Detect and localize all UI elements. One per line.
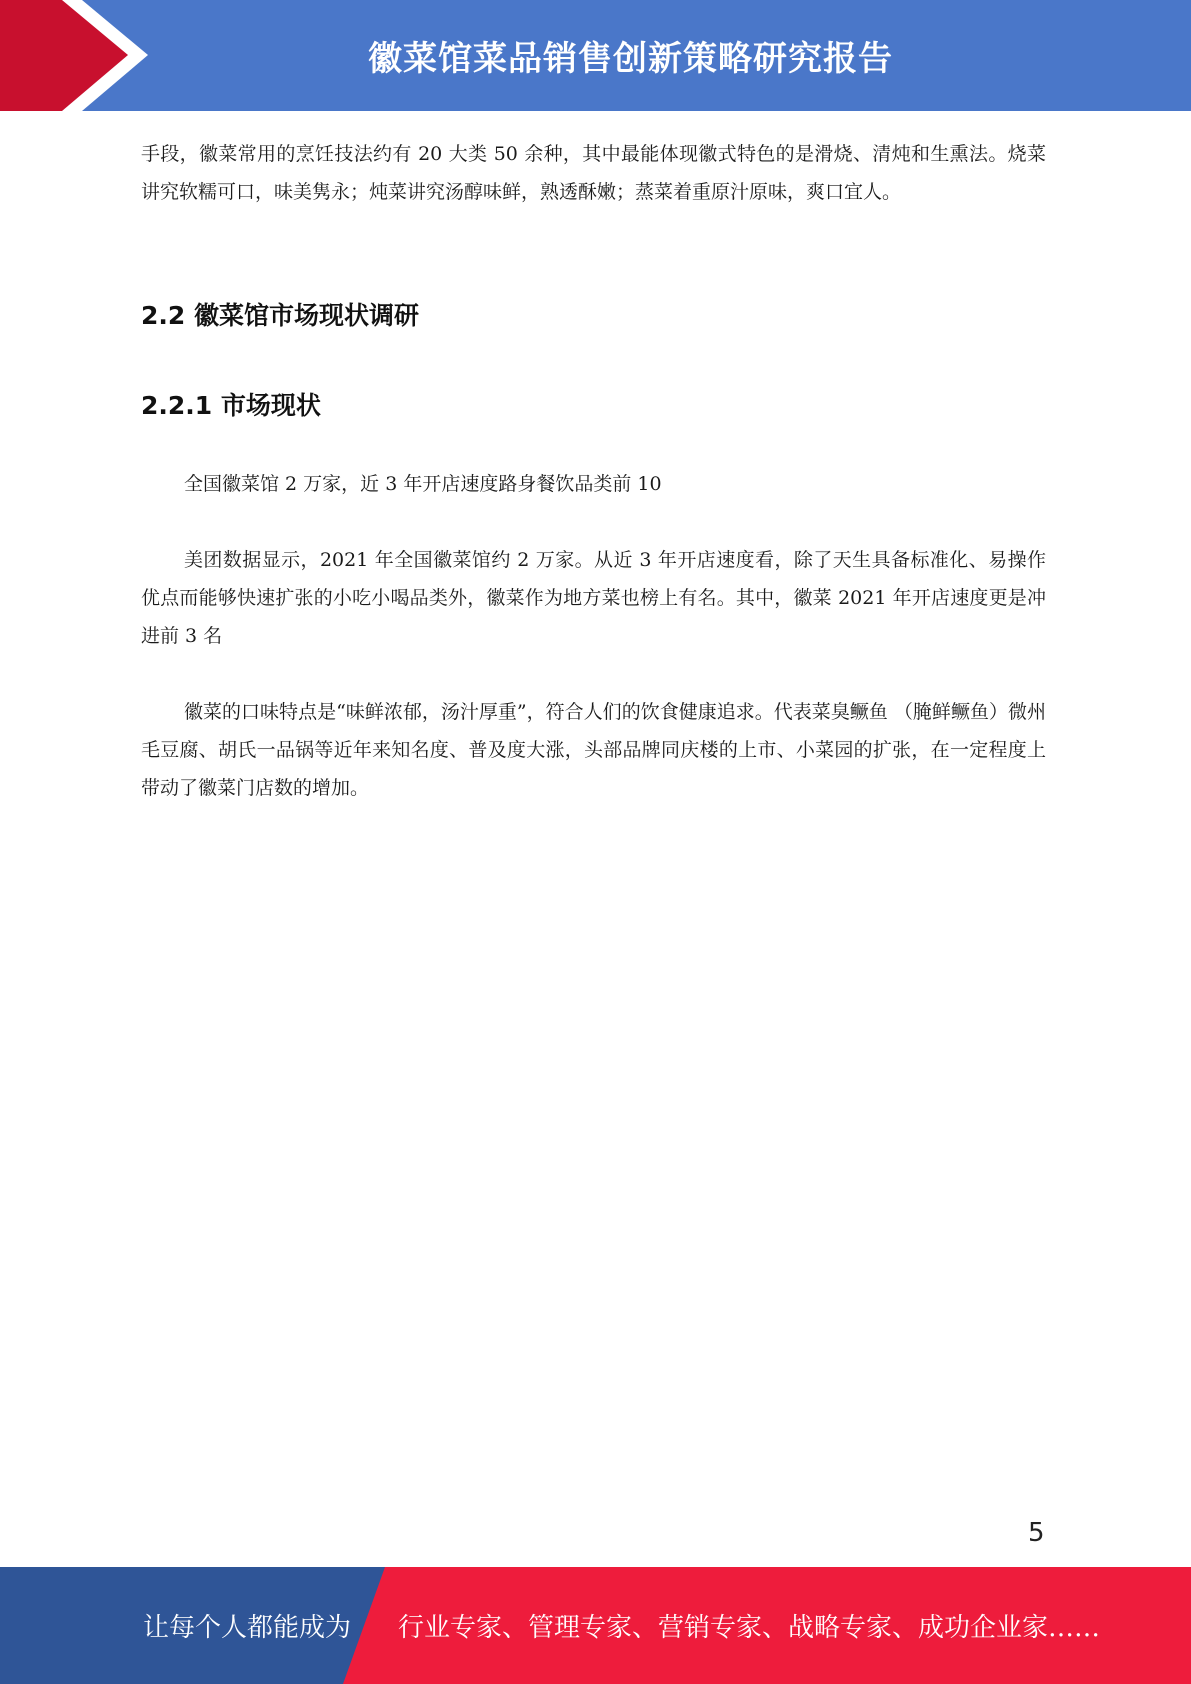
page-footer [0,1567,1191,1684]
intro-paragraph: 手段，徽菜常用的烹饪技法约有 20 大类 50 余种，其中最能体现徽式特色的是滑烧、清炖和生熏法。烧菜讲究软糯可口，味美隽永；炖菜讲究汤醇味鲜，熟透酥嫩；蒸菜着重原汁原味，爽口宜人。 [141,143,1046,203]
section-heading: 2.2 徽菜馆市场现状调研 [141,301,419,330]
footer-slogan-right: 行业专家、管理专家、营销专家、战略专家、成功企业家…… [398,1613,1101,1643]
subsection-heading: 2.2.1 市场现状 [141,391,321,420]
page-header [0,0,1191,111]
body-paragraph: 徽菜的口味特点是“味鲜浓郁，汤汁厚重”，符合人们的饮食健康追求。代表菜臭鳜鱼 （腌鲜鳜鱼）微州毛豆腐、胡氏一品锅等近年来知名度、普及度大涨，头部品牌同庆楼的上市、小菜园的扩张，在一定程度上带动了徽菜门店数的增加。 [141,701,1046,799]
header-chevron-decoration [0,0,160,111]
footer-slogan-left: 让每个人都能成为 [143,1613,352,1643]
document-title: 徽菜馆菜品销售创新策略研究报告 [368,39,893,79]
page-number: 5 [1028,1518,1045,1548]
body-paragraph: 美团数据显示，2021 年全国徽菜馆约 2 万家。从近 3 年开店速度看，除了天生具备标准化、易操作优点而能够快速扩张的小吃小喝品类外，徽菜作为地方菜也榜上有名。其中，徽菜 2021 年开店速度更是冲进前 3 名 [141,549,1046,647]
body-paragraph: 全国徽菜馆 2 万家，近 3 年开店速度路身餐饮品类前 10 [184,473,662,495]
